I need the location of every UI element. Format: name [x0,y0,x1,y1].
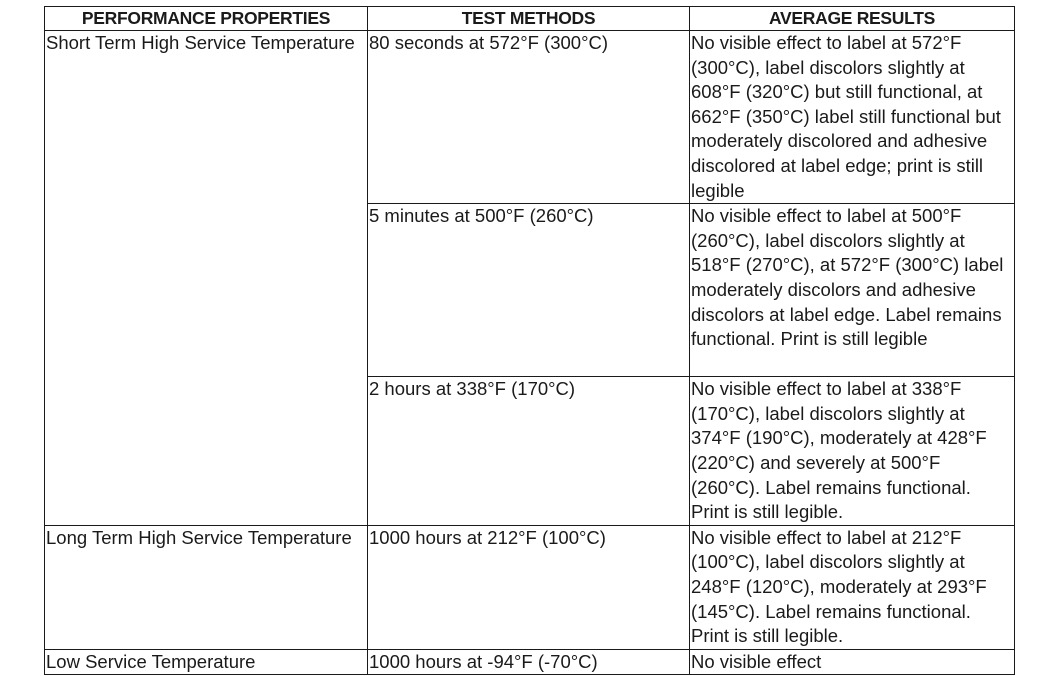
property-cell: Short Term High Service Temperature [45,31,368,526]
test-method-cell: 80 seconds at 572°F (300°C) [368,31,690,204]
result-cell: No visible effect to label at 212°F (100°C), label discolors slightly at 248°F (120°C), moderately at 293°F (145°C). Label remains functional. Print is still legible. [690,525,1015,649]
column-header-test-methods: TEST METHODS [368,7,690,31]
result-cell: No visible effect to label at 500°F (260°C), label discolors slightly at 518°F (270°C), at 572°F (300°C) label moderately discolors and adhesive discolors at label edge. Label remains functional. Print is still legible [690,204,1015,377]
test-method-cell: 1000 hours at -94°F (-70°C) [368,649,690,675]
column-header-performance-properties: PERFORMANCE PROPERTIES [45,7,368,31]
property-cell: Long Term High Service Temperature [45,525,368,649]
table-row [45,31,1015,204]
performance-properties-table [44,6,1015,675]
property-cell: Low Service Temperature [45,649,368,675]
result-cell: No visible effect to label at 572°F (300°C), label discolors slightly at 608°F (320°C) but still functional, at 662°F (350°C) label still functional but moderately discolored and adhesive discolored at label edge; print is still legible [690,31,1015,204]
table-header-row [45,7,1015,31]
column-header-average-results: AVERAGE RESULTS [690,7,1015,31]
result-cell: No visible effect [690,649,1015,675]
test-method-cell: 5 minutes at 500°F (260°C) [368,204,690,377]
test-method-cell: 2 hours at 338°F (170°C) [368,377,690,526]
result-cell: No visible effect to label at 338°F (170°C), label discolors slightly at 374°F (190°C), moderately at 428°F (220°C) and severely at 500°F (260°C). Label remains functional. Print is still legible. [690,377,1015,526]
test-method-cell: 1000 hours at 212°F (100°C) [368,525,690,649]
table-row [45,649,1015,675]
table-row [45,525,1015,649]
